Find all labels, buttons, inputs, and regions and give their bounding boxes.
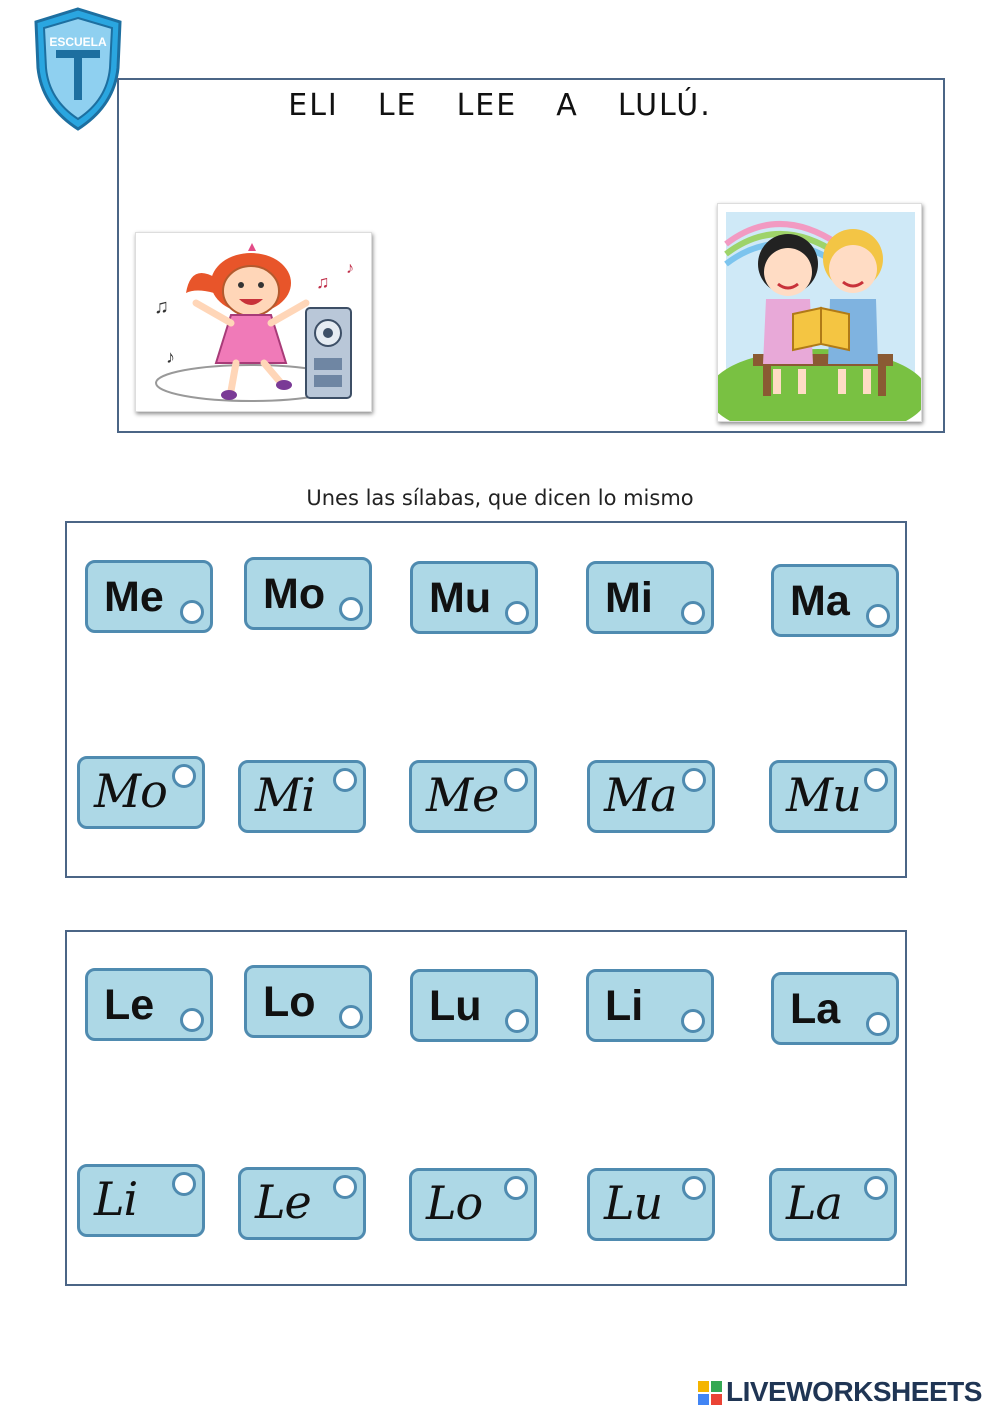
cursive-label: Mo [94, 764, 167, 818]
match-dot[interactable] [339, 597, 363, 621]
print-card-me[interactable] [85, 560, 213, 633]
cursive-card-mo[interactable] [77, 756, 205, 829]
match-dot[interactable] [505, 601, 529, 625]
print-label: Lu [429, 982, 482, 1030]
svg-text:♪: ♪ [166, 347, 175, 367]
instruction-text: Unes las sílabas, que dicen lo mismo [306, 486, 694, 510]
cursive-label: Me [426, 768, 499, 822]
match-dot[interactable] [180, 600, 204, 624]
cursive-label: Mi [255, 768, 315, 822]
print-label: Li [605, 982, 644, 1030]
print-label: Mu [429, 574, 492, 622]
svg-text:♫: ♫ [316, 272, 330, 292]
print-label: Ma [790, 577, 850, 625]
cursive-card-lu[interactable] [587, 1168, 715, 1241]
cursive-label: Mu [786, 768, 861, 822]
cursive-card-le[interactable] [238, 1167, 366, 1240]
match-dot[interactable] [866, 604, 890, 628]
cursive-label: Li [94, 1172, 138, 1226]
cursive-label: La [786, 1176, 842, 1230]
page-title: ELI LE LEE A LULÚ. [288, 88, 712, 123]
match-dot[interactable] [864, 1176, 888, 1200]
print-label: Le [104, 981, 155, 1029]
cursive-label: Lo [426, 1176, 483, 1230]
print-card-le[interactable] [85, 968, 213, 1041]
match-dot[interactable] [333, 1175, 357, 1199]
match-dot[interactable] [505, 1009, 529, 1033]
cursive-card-me[interactable] [409, 760, 537, 833]
match-dot[interactable] [866, 1012, 890, 1036]
print-label: Mi [605, 574, 653, 622]
match-dot[interactable] [180, 1008, 204, 1032]
print-card-mu[interactable] [410, 561, 538, 634]
cursive-label: Le [255, 1175, 311, 1229]
logo-text: ESCUELA [49, 35, 107, 49]
match-dot[interactable] [681, 1009, 705, 1033]
cursive-label: Ma [604, 768, 677, 822]
match-dot[interactable] [339, 1005, 363, 1029]
print-card-lo[interactable] [244, 965, 372, 1038]
print-card-li[interactable] [586, 969, 714, 1042]
cursive-card-lo[interactable] [409, 1168, 537, 1241]
kids-reading-image [717, 203, 922, 422]
print-card-ma[interactable] [771, 564, 899, 637]
svg-text:♫: ♫ [154, 296, 169, 318]
dancing-girl-image [135, 232, 372, 412]
print-card-la[interactable] [771, 972, 899, 1045]
match-dot[interactable] [864, 768, 888, 792]
match-dot[interactable] [682, 768, 706, 792]
print-label: Mo [263, 570, 326, 618]
match-dot[interactable] [172, 1172, 196, 1196]
print-card-mo[interactable] [244, 557, 372, 630]
cursive-card-mi[interactable] [238, 760, 366, 833]
match-dot[interactable] [172, 764, 196, 788]
match-dot[interactable] [682, 1176, 706, 1200]
match-dot[interactable] [504, 1176, 528, 1200]
print-label: Lo [263, 978, 316, 1026]
match-dot[interactable] [681, 601, 705, 625]
print-label: La [790, 985, 841, 1033]
print-card-lu[interactable] [410, 969, 538, 1042]
cursive-card-li[interactable] [77, 1164, 205, 1237]
cursive-label: Lu [604, 1176, 663, 1230]
svg-text:♪: ♪ [346, 260, 354, 277]
match-dot[interactable] [333, 768, 357, 792]
print-label: Me [104, 573, 164, 621]
print-card-mi[interactable] [586, 561, 714, 634]
match-dot[interactable] [504, 768, 528, 792]
liveworksheets-logo-icon [698, 1381, 722, 1405]
cursive-card-ma[interactable] [587, 760, 715, 833]
cursive-card-la[interactable] [769, 1168, 897, 1241]
footer-brand: LIVEWORKSHEETS [726, 1376, 982, 1407]
cursive-card-mu[interactable] [769, 760, 897, 833]
